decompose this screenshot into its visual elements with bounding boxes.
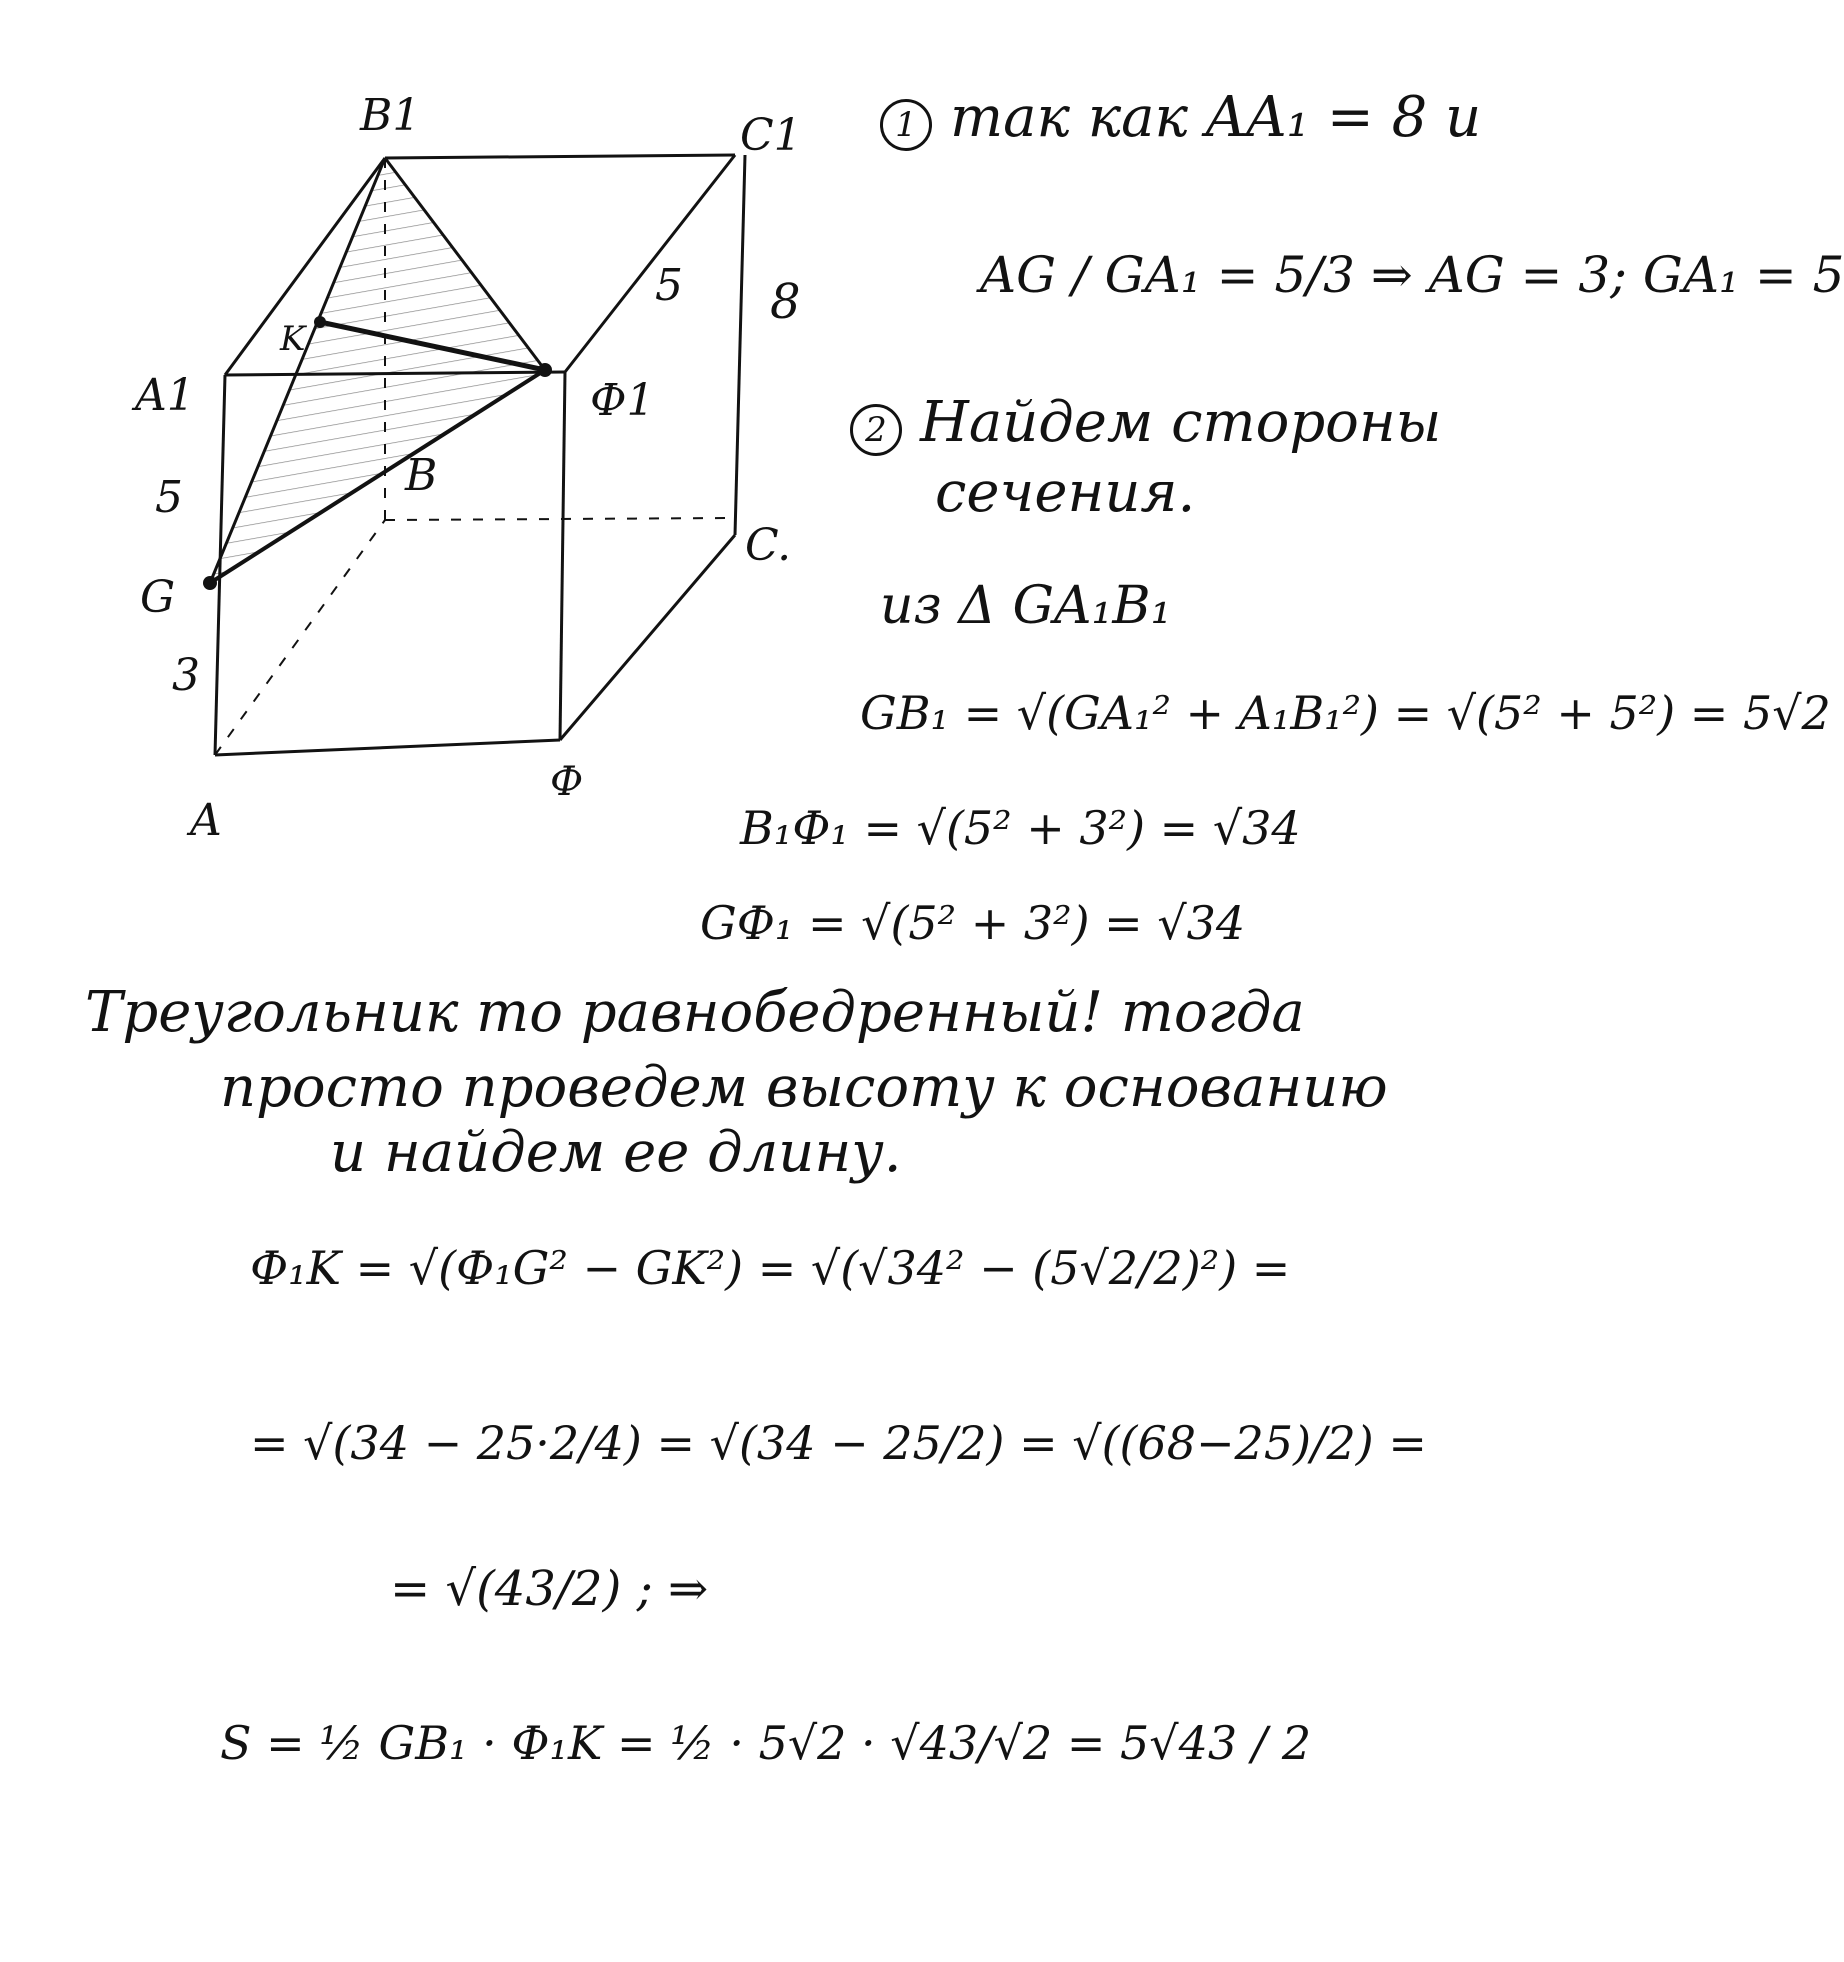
section-shading bbox=[210, 158, 545, 583]
label-c1: C1 bbox=[740, 110, 802, 161]
gb1-formula: GB₁ = √(GA₁² + A₁B₁²) = √(5² + 5²) = 5√2 bbox=[860, 686, 1831, 740]
prism-drawing bbox=[0, 0, 880, 880]
label-b1: B1 bbox=[360, 90, 421, 141]
label-b: B bbox=[405, 450, 438, 501]
point-g bbox=[203, 576, 217, 590]
text-line1: Треугольник то равнобедренный! тогда bbox=[85, 980, 1305, 1045]
step2-text: Найдем стороны bbox=[920, 390, 1442, 455]
prism-figure bbox=[0, 0, 880, 880]
d1k-line1: Ф₁K = √(Ф₁G² − GK²) = √(√34² − (5√2/2)²) = bbox=[250, 1241, 1291, 1295]
step1-line1 bbox=[880, 85, 1482, 151]
length-cc1: 8 bbox=[770, 274, 801, 330]
step2-number: 2 bbox=[850, 404, 902, 456]
d1k-line2: = √(34 − 25·2/4) = √(34 − 25/2) = √((68−25)/2) = bbox=[250, 1416, 1427, 1470]
d1k-line3: = √(43/2) ; ⇒ bbox=[390, 1561, 709, 1617]
point-d1 bbox=[538, 363, 552, 377]
step1-number: 1 bbox=[880, 99, 932, 151]
step2-line1 bbox=[850, 390, 1442, 456]
label-d: Ф bbox=[550, 759, 584, 805]
length-ga: 3 bbox=[172, 650, 200, 701]
label-c: C. bbox=[745, 520, 792, 571]
edge-b-c bbox=[385, 518, 735, 520]
label-k: K bbox=[280, 319, 306, 359]
step2-line2: сечения. bbox=[935, 460, 1196, 525]
edge-d-d1 bbox=[560, 372, 565, 740]
length-a1g: 5 bbox=[155, 472, 183, 523]
b1d1-formula: B₁Ф₁ = √(5² + 3²) = √34 bbox=[740, 801, 1301, 855]
edge-a-d bbox=[215, 740, 560, 755]
from-triangle: из Δ GA₁B₁ bbox=[880, 576, 1172, 636]
edge-b1-c1 bbox=[385, 155, 735, 158]
label-a: A bbox=[190, 795, 222, 846]
edge-c-c1 bbox=[735, 155, 745, 535]
gd1-formula: GФ₁ = √(5² + 3²) = √34 bbox=[700, 896, 1246, 950]
step1-text: так как AA₁ = 8 и bbox=[950, 85, 1482, 150]
label-a1: A1 bbox=[135, 370, 195, 421]
text-line3: и найдем ее длину. bbox=[330, 1120, 902, 1185]
area-formula: S = ½ GB₁ · Ф₁K = ½ · 5√2 · √43/√2 = 5√43 / 2 bbox=[220, 1716, 1312, 1770]
edge-c1-d1 bbox=[565, 155, 735, 372]
label-d1: Ф1 bbox=[590, 375, 655, 426]
step1-line2: AG / GA₁ = 5/3 ⇒ AG = 3; GA₁ = 5 bbox=[980, 246, 1844, 304]
length-c1d1: 5 bbox=[655, 260, 683, 311]
point-k bbox=[314, 316, 326, 328]
label-g: G bbox=[140, 572, 176, 623]
text-line2: просто проведем высоту к основанию bbox=[220, 1055, 1388, 1120]
edge-d-c bbox=[560, 535, 735, 740]
